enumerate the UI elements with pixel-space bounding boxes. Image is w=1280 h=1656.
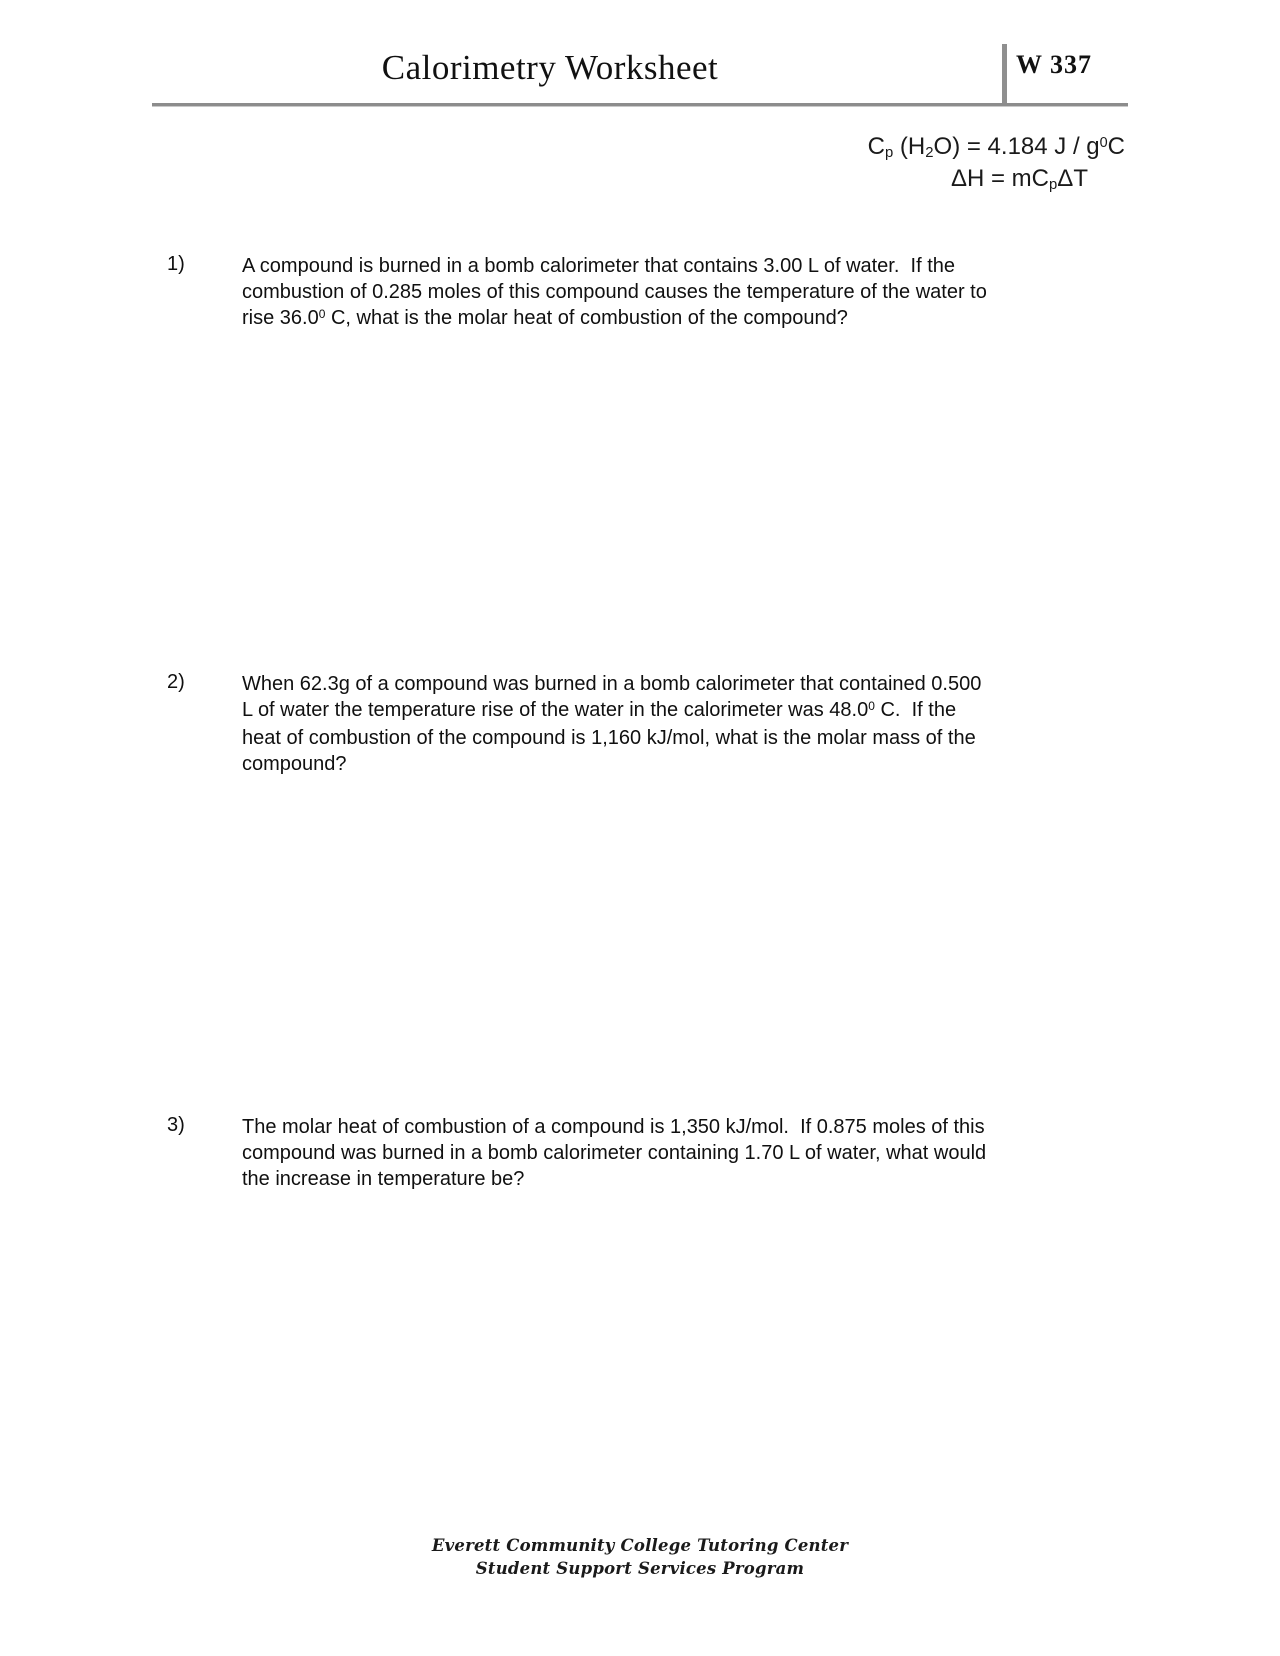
text-segment: the increase in temperature be? — [242, 1168, 525, 1190]
formula-enthalpy — [951, 165, 1088, 193]
text-segment: rise 36.0 — [242, 307, 319, 329]
formula-specific-heat — [868, 133, 1125, 161]
header-rule — [152, 103, 1128, 107]
text-segment: The molar heat of combustion of a compound is 1,350 kJ/mol. If 0.875 moles of this — [242, 1116, 985, 1138]
text-segment: heat of combustion of the compound is 1,160 kJ/mol, what is the molar mass of the — [242, 727, 976, 749]
problem-line — [242, 253, 1112, 279]
text-segment: 0 — [1099, 134, 1108, 151]
text-segment: When 62.3g of a compound was burned in a bomb calorimeter that contained 0.500 — [242, 673, 982, 695]
text-segment: L of water the temperature rise of the water in the calorimeter was 48.0 — [242, 699, 869, 721]
problem-line — [242, 279, 1112, 305]
text-segment: combustion of 0.285 moles of this compound causes the temperature of the water to — [242, 281, 987, 303]
problem-2-text — [242, 671, 1112, 777]
header — [150, 48, 950, 88]
text-segment: compound was burned in a bomb calorimeter containing 1.70 L of water, what would — [242, 1142, 987, 1164]
text-segment: (H — [893, 133, 926, 160]
footer-line-1: Everett Community College Tutoring Center — [431, 1536, 849, 1555]
problem-line — [242, 697, 1112, 725]
problem-line — [242, 1114, 1112, 1140]
header-vertical-divider — [1002, 44, 1007, 107]
problem-line — [242, 305, 1112, 333]
text-segment: 0 — [318, 307, 326, 321]
text-segment: p — [884, 144, 894, 161]
footer — [0, 1534, 1280, 1580]
problem-1-number: 1) — [167, 253, 185, 275]
problem-line — [242, 1140, 1112, 1166]
doc-code-badge: W 337 — [1016, 50, 1093, 79]
problem-1-text — [242, 253, 1112, 333]
problem-line — [242, 671, 1112, 697]
problem-line — [242, 1166, 1112, 1192]
text-segment: C — [867, 133, 885, 160]
text-segment: ΔT — [1057, 165, 1088, 192]
problem-3-number: 3) — [167, 1114, 185, 1136]
text-segment: ΔH = mC — [950, 165, 1050, 192]
text-segment: C. If the — [874, 699, 957, 721]
problem-line — [242, 725, 1112, 751]
footer-line-2: Student Support Services Program — [475, 1559, 805, 1578]
text-segment: O) = 4.184 J / g — [933, 133, 1100, 160]
text-segment: 2 — [925, 144, 934, 161]
text-segment: C — [1107, 133, 1125, 160]
text-segment: p — [1049, 176, 1058, 193]
problem-line — [242, 751, 1112, 777]
text-segment: 0 — [868, 699, 875, 713]
text-segment: A compound is burned in a bomb calorimeter that contains 3.00 L of water. If the — [242, 255, 956, 277]
problem-2-number: 2) — [167, 671, 185, 693]
text-segment: C, what is the molar heat of combustion of the compound? — [325, 307, 848, 329]
problem-3-text — [242, 1114, 1112, 1192]
text-segment: compound? — [242, 753, 347, 775]
page-title: Calorimetry Worksheet — [381, 48, 719, 87]
